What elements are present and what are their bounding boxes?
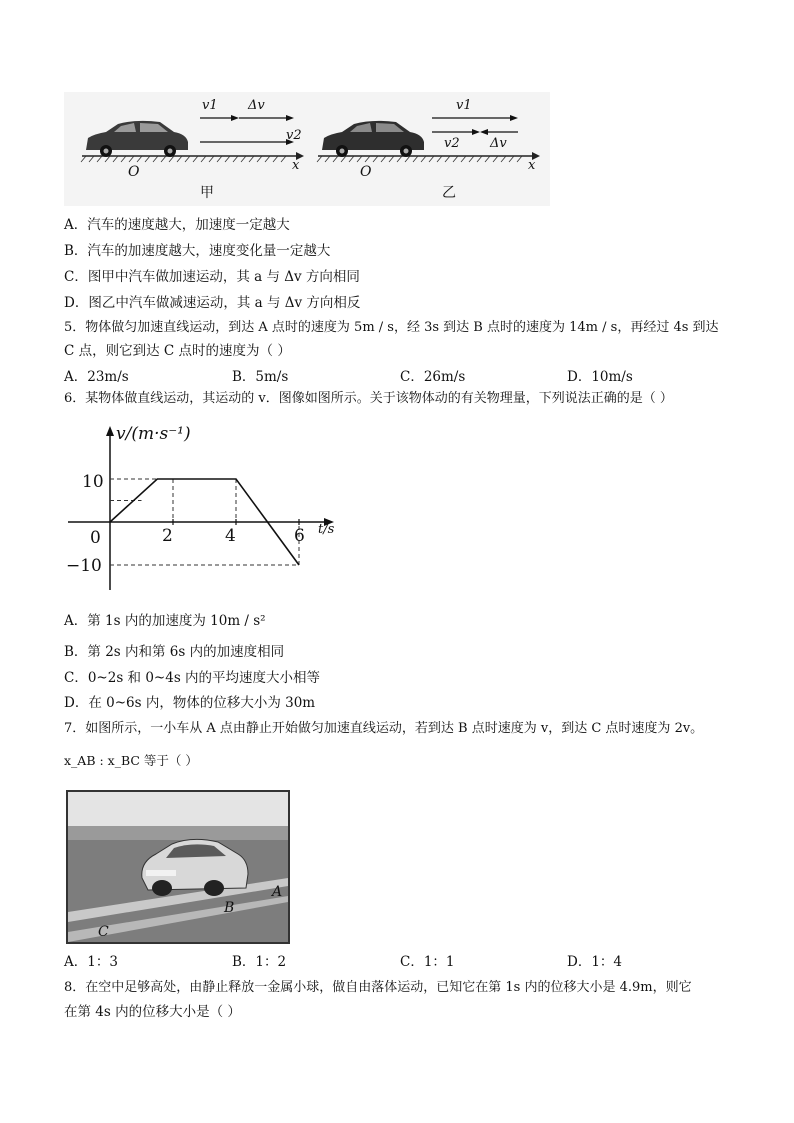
photo-point-b: B [224, 900, 235, 916]
photo-point-c: C [98, 924, 109, 940]
fig1-x-left: x [292, 158, 300, 173]
q8-stem-line1: 8．在空中足够高处，由静止释放一金属小球，做自由落体运动，已知它在第 1s 内的位移大小是 4.9m，则它 [64, 980, 692, 995]
q6-option-c: C．0~2s 和 0~4s 内的平均速度大小相等 [64, 670, 321, 686]
q6-stem: 6．某物体做直线运动，其运动的 v．图像如图所示。关于该物体动的有关物理量，下列说法正确的是（ ） [64, 391, 673, 406]
fig1-dv-label: Δv [248, 98, 265, 113]
graph-ytick-neg10: −10 [66, 556, 102, 576]
graph-xtick-6: 6 [294, 526, 305, 546]
fig1-o-left: O [128, 164, 140, 180]
fig1-v1-right: v1 [456, 98, 472, 113]
q6-option-d: D．在 0~6s 内，物体的位移大小为 30m [64, 695, 316, 711]
graph-xlabel: t/s [318, 522, 335, 537]
q4-option-b: B．汽车的加速度越大，速度变化量一定越大 [64, 243, 331, 259]
car-right-icon [322, 121, 424, 157]
q5-stem-line1: 5．物体做匀加速直线运动，到达 A 点时的速度为 5m / s，经 3s 到达 B 点时的速度为 14m / s，再经过 4s 到达 [64, 320, 719, 335]
fig1-v2-label: v2 [286, 128, 302, 143]
fig1-yi-caption: 乙 [442, 185, 456, 201]
q6-option-b: B．第 2s 内和第 6s 内的加速度相同 [64, 644, 285, 660]
q4-option-a: A．汽车的速度越大，加速度一定越大 [64, 217, 290, 233]
q6-option-a: A．第 1s 内的加速度为 10m / s² [64, 613, 266, 629]
photo-point-a: A [272, 884, 283, 900]
q7-stem-line1: 7．如图所示，一小车从 A 点由静止开始做匀加速直线运动，若到达 B 点时速度为 v，到达 C 点时速度为 2v。 [64, 721, 704, 736]
car-figure [64, 92, 550, 206]
road-photo-svg [68, 792, 288, 942]
car-diagram [64, 92, 550, 206]
car-photo [66, 790, 290, 944]
q4-option-d: D．图乙中汽车做减速运动，其 a 与 Δv 方向相反 [64, 295, 361, 311]
fig1-x-right: x [528, 158, 536, 173]
q4-option-c: C．图甲中汽车做加速运动，其 a 与 Δv 方向相同 [64, 269, 360, 285]
q5-option-a: A．23m/s [64, 369, 129, 385]
q8-stem-line2: 在第 4s 内的位移大小是（ ） [64, 1004, 241, 1020]
fig1-v2-right: v2 [444, 136, 460, 151]
graph-xtick-2: 2 [162, 526, 173, 546]
graph-xtick-4: 4 [225, 526, 236, 546]
car-left-icon [86, 121, 188, 157]
q7-option-c: C．1：1 [400, 954, 455, 970]
q7-option-a: A．1：3 [64, 954, 118, 970]
fig1-o-right: O [360, 164, 372, 180]
q7-option-b: B．1：2 [232, 954, 287, 970]
graph-ytick-10: 10 [82, 472, 104, 492]
q7-stem-line2: x_AB : x_BC 等于（ ） [64, 753, 198, 768]
q5-option-c: C．26m/s [400, 369, 466, 385]
vt-graph-svg [64, 418, 340, 594]
q5-stem-line2: C 点，则它到达 C 点时的速度为（ ） [64, 343, 291, 359]
fig1-jia-caption: 甲 [200, 185, 214, 201]
graph-ylabel: v/(m·s⁻¹) [116, 424, 191, 444]
q7-option-d: D．1：4 [567, 954, 623, 970]
fig1-v1-label: v1 [202, 98, 218, 113]
vt-graph [64, 418, 340, 594]
graph-xtick-0: 0 [90, 528, 101, 548]
q5-option-b: B．5m/s [232, 369, 289, 385]
q5-option-d: D．10m/s [567, 369, 633, 385]
fig1-dv-right: Δv [490, 136, 507, 151]
